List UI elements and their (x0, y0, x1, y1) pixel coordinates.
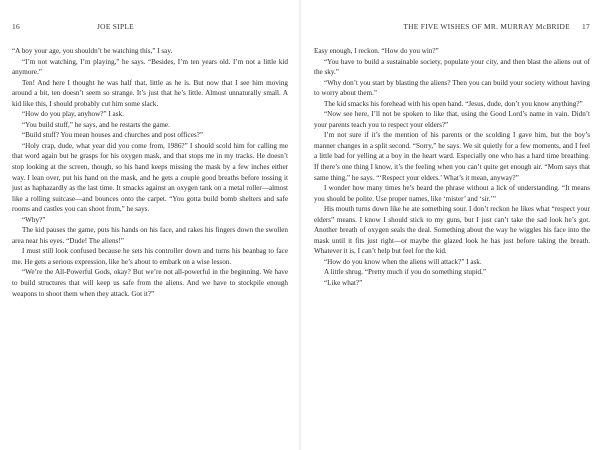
paragraph: I must still look confused because he sets his controller down and turns his beanbag to face me. He gets a serious expression, like he’s about to embark on a wise lesson. (12, 247, 288, 266)
left-page-number: 16 (12, 22, 20, 31)
right-page (314, 0, 590, 450)
left-page-text (12, 46, 288, 299)
right-running-head (314, 22, 590, 32)
paragraph: “You have to build a sustainable society, populate your city, and then blast the aliens out of the sky.” (314, 57, 590, 77)
paragraph: “Like what?” (324, 279, 363, 288)
left-running-head (12, 22, 288, 32)
paragraph: “I’m not watching, I’m playing,” he says. “Besides, I’m ten years old. I’m not a little kid anymore.” (12, 57, 288, 77)
paragraph: I’m not sure if it’s the mention of his parents or the scolding I gave him, but the boy’s manner changes in a split second. “Sorry,” he says. We sit quietly for a few moments, and I feel a little bad for yelling at a boy in the heart ward. Especially one who has a hard time breathing. If there’s one thing I know, it’s the feeling when you can’t quite get enough air. “Mom says that same thing,” he says. “‘Respect your elders.’ What’s it mean, anyway?” (314, 131, 590, 182)
paragraph: “Why?” (22, 215, 46, 224)
paragraph: His mouth turns down like he ate something sour. I don’t reckon he likes what “respect your elders” means. I know I should stick to my guns, but I just can’t take the sad look he’s got. Another breath of oxygen seals the deal. Something about the way he wiggles his face into the mask until it fits just right—or maybe the glazed look he has just before taking the breath. Whatever it is, I can’t help but feel for the kid. (314, 205, 590, 256)
paragraph: “Build stuff? You mean houses and churches and post offices?” (22, 131, 203, 140)
paragraph: Ten! And here I thought he was half that, little as he is. But now that I see him moving around a bit, ten doesn’t seem so strange. It’s just that he’s little. Almost unnaturally small. A kid like this, I should probably cut him some slack. (12, 78, 288, 108)
paragraph: “You build stuff,” he says, and he restarts the game. (22, 120, 170, 129)
paragraph: I wonder how many times he’s heard the phrase without a lick of understanding. “It means you should be polite. Use proper names, like ‘mister’ and ‘sir.’” (314, 184, 590, 203)
right-page-text (314, 46, 590, 289)
right-running-head-title: THE FIVE WISHES OF MR. MURRAY McBRIDE (403, 22, 570, 31)
left-page (12, 0, 288, 450)
paragraph: “Now see here, I’ll not be spoken to like that, using the Good Lord’s name in vain. Didn’t your parents teach you to respect your elders?” (314, 110, 590, 129)
paragraph: The kid pauses the game, puts his hands on his face, and rakes his fingers down the swollen area near his eyes. “Dude! The aliens!” (12, 226, 288, 245)
paragraph: “How do you know when the aliens will attack?” I ask. (324, 257, 482, 266)
paragraph: “Why don’t you start by blasting the aliens? Then you can build your society without having to worry about them.” (314, 78, 590, 98)
book-gutter (298, 0, 302, 450)
paragraph: A little shrug. “Pretty much if you do something stupid.” (324, 268, 487, 277)
paragraph: “We’re the All-Powerful Gods, okay? But we’re not all-powerful in the beginning. We have to build structures that will keep us safe from the aliens. And we have to stockpile enough weapons to shoot them when they attack. Got it?” (12, 268, 288, 298)
paragraph: Easy enough, I reckon. “How do you win?” (314, 47, 439, 55)
right-page-number: 17 (582, 22, 590, 31)
paragraph: “How do you play, anyhow?” I ask. (22, 110, 124, 119)
paragraph: The kid smacks his forehead with his open hand. “Jesus, dude, don’t you know anything?” (324, 99, 583, 108)
paragraph: “A boy your age, you shouldn’t be watching this,” I say. (12, 47, 173, 55)
paragraph: “Holy crap, dude, what year did you come from, 1986?” I should scold him for calling me that word again but he grasps for his oxygen mask, and that stops me in my tracks. He doesn’t stop looking at the screen, though, so his hand keeps missing the mask by a few inches either way. I lean over, put his hand on the mask, and he gets a couple good breaths before tossing it just as haphazardly as the last time. It smacks against an oxygen tank on a metal roller—almost like a rolling suitcase—and bounces onto the carpet. “You gotta build bomb shelters and safe rooms and castles you can shoot from,” he says. (12, 141, 288, 214)
left-running-head-author: JOE SIPLE (97, 22, 134, 31)
